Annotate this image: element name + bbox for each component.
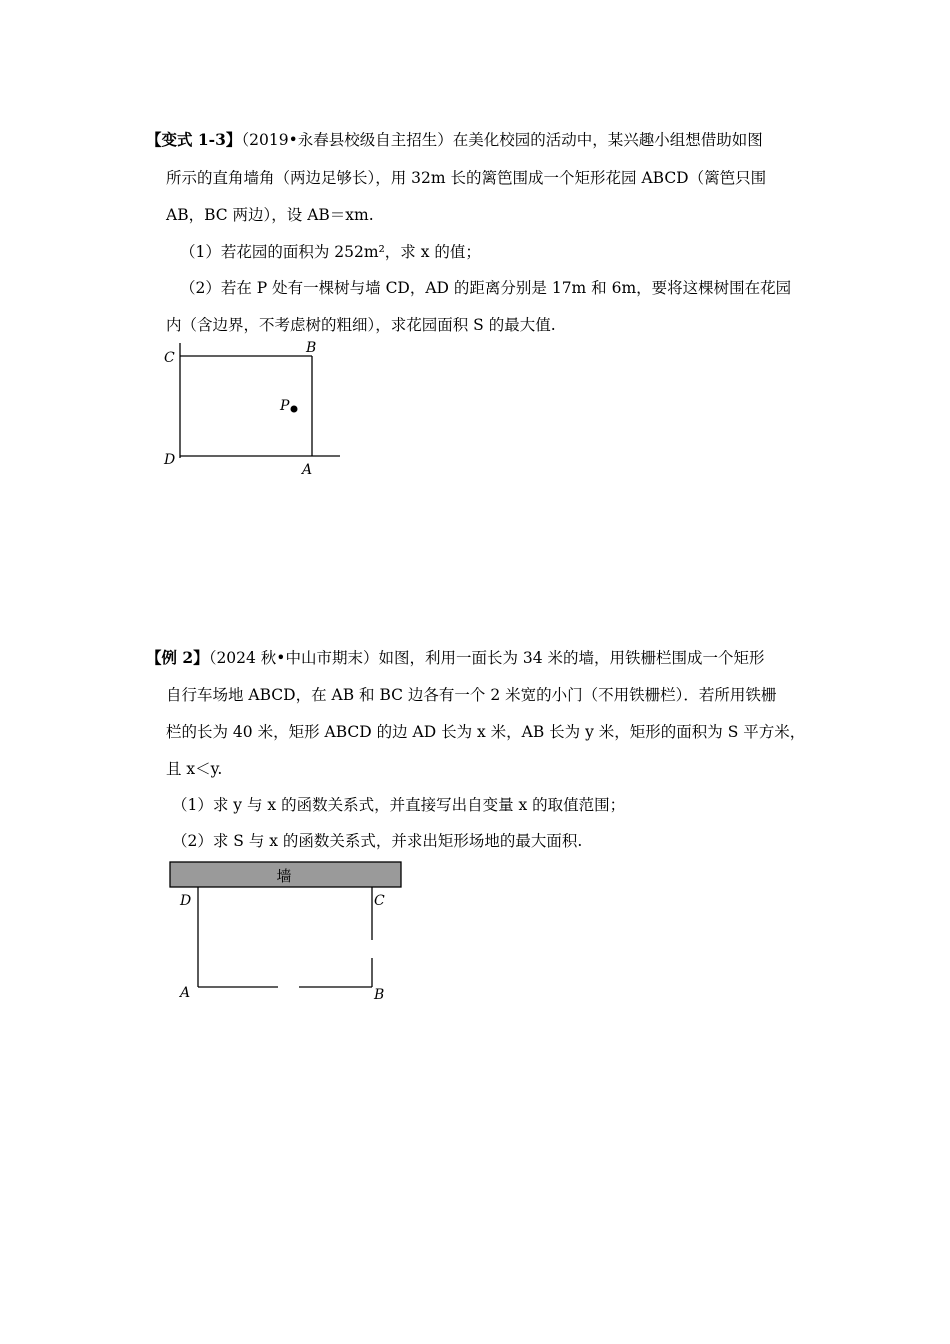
problem-1-line-2: 所示的直角墙角（两边足够长），用 32m 长的篱笆围成一个矩形花园 ABCD（篱笆只围 [166,169,767,187]
problem-1-question-2b: 内（含边界，不考虑树的粗细），求花园面积 S 的最大值. [166,316,556,334]
problem-1-line-3: AB，BC 两边），设 AB＝xm. [166,206,374,224]
label-p: P [280,398,290,414]
problem-1-question-1: （1）若花园的面积为 252m²，求 x 的值； [180,243,481,261]
problem-2-line-1 [146,646,765,668]
problem-2-question-2: （2）求 S 与 x 的函数关系式，并求出矩形场地的最大面积. [172,832,583,850]
problem-2-line-2: 自行车场地 ABCD，在 AB 和 BC 边各有一个 2 米宽的小门（不用铁栅栏）．若所用铁栅 [166,686,777,704]
problem-2-line-3: 栏的长为 40 米，矩形 ABCD 的边 AD 长为 x 米，AB 长为 y 米，矩形的面积为 S 平方米， [166,723,806,741]
label-b: B [306,340,317,356]
problem-2-question-1: （1）求 y 与 x 的函数关系式，并直接写出自变量 x 的取值范围； [172,796,626,814]
label-d: D [180,893,192,909]
tree-point-p [291,406,298,413]
label-c: C [374,893,385,909]
label-b: B [374,987,385,1003]
problem-1-question-2a: （2）若在 P 处有一棵树与墙 CD，AD 的距离分别是 17m 和 6m，要将这棵树围在花园 [180,279,792,297]
label-d: D [164,452,176,468]
label-a: A [180,985,191,1001]
problem-1-tag: 【变式 1-3】 [146,130,242,149]
label-c: C [164,350,175,366]
label-a: A [302,462,313,478]
problem-2-figure [168,860,408,1005]
problem-2-tag: 【例 2】 [146,648,209,667]
problem-2-line-4: 且 x＜y. [166,760,223,778]
problem-1-figure [160,338,350,478]
problem-2-text-1: （2024 秋•中山市期末）如图，利用一面长为 34 米的墙，用铁栅栏围成一个矩形 [208,649,765,667]
problem-1-line-1 [146,128,763,150]
wall-label: 墙 [276,867,292,885]
problem-1-text-1: （2019•永春县校级自主招生）在美化校园的活动中，某兴趣小组想借助如图 [241,131,763,149]
